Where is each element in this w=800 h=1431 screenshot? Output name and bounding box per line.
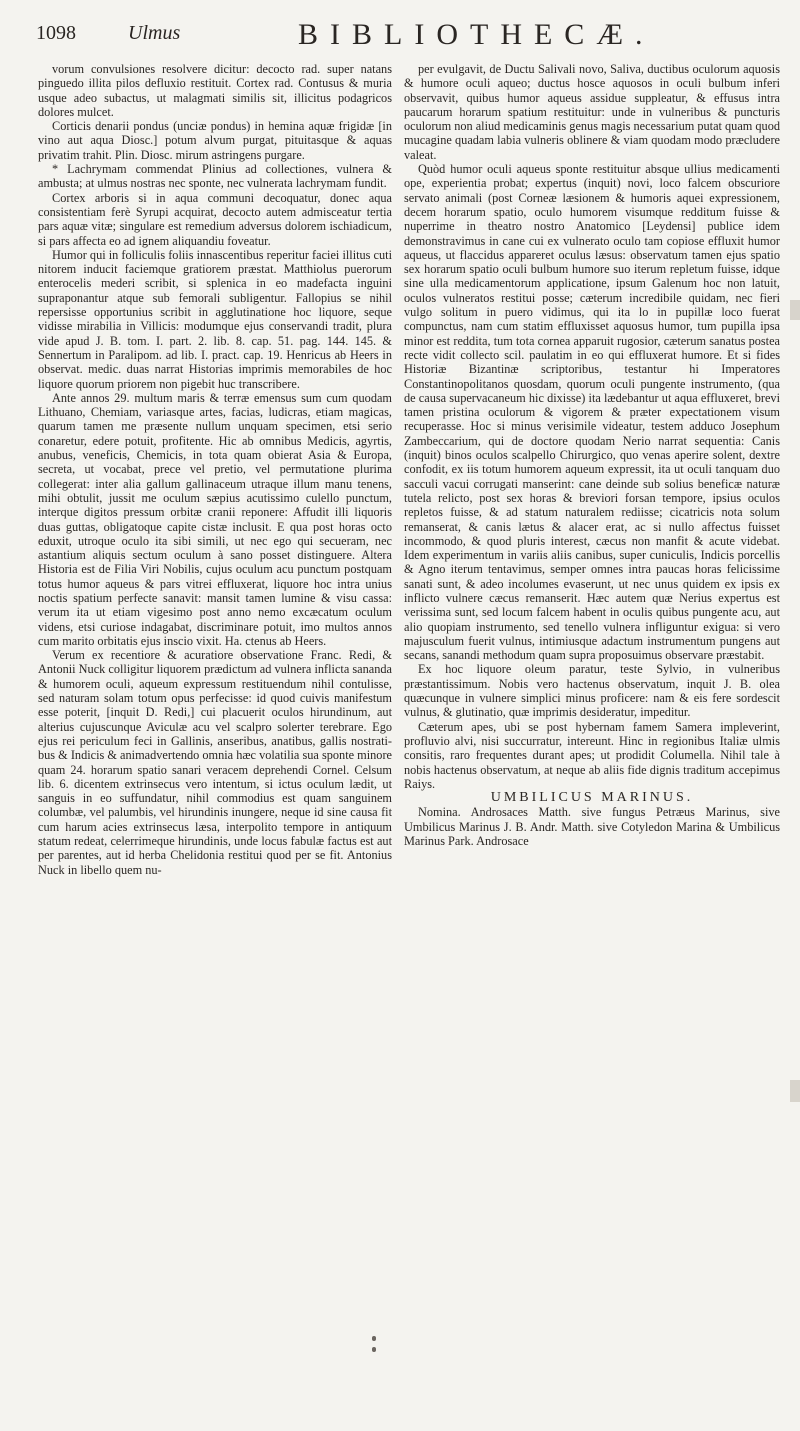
right-column — [404, 62, 780, 1102]
page-edge-mark — [790, 300, 800, 320]
running-title: Ulmus — [128, 22, 181, 44]
page-edge-mark — [790, 1080, 800, 1102]
page-header — [36, 18, 786, 58]
entry-paragraph: Nomina. Androsaces Matth. sive fungus Petræus Marinus, sive Umbilicus Marinus J. B. Andr. Matth. sive Cotyledon Marina & Umbilicus Marinus Park. Androsace — [404, 805, 780, 849]
left-paragraph: Cortex arboris si in aqua communi decoquatur, donec aqua consistentiam ferè Syrupi acquirat, decocto autem admisceatur tertia pars aquæ vitæ; singulare est remedium adversus dolorem ischiadicum, si pars affecta eo ad ignem aliquandiu foveatur. — [38, 190, 392, 248]
left-column — [38, 62, 392, 1102]
left-paragraph: Corticis denarii pondus (unciæ pondus) in hemina aquæ frigidæ [in vino aut aqua Diosc.] potum alvum purgat, pituitasque & aquas privatim trahit. Plin. Diosc. mirum astringens purgare. — [38, 119, 392, 162]
ink-speck — [372, 1347, 376, 1352]
left-paragraph: Ante annos 29. multum maris & terræ emensus sum cum quodam Lithuano, Chemiam, variasque artes, facias, ludicras, etiam magicas, quarum tamen me præsente nullum unquam specimen, etsi serio conaretur, edere potuit, profitente. Hic ab omnibus Medicis, agyrtis, anubus, veneficis, Chemicis, in tota quam obierat Asia & Europa, secreta, ut vocabat, prece vel pretio, vel permutatione plurima collegerat: inter alia gallum gallinaceum utraque illum manu tenens, mihi obtulit, jussit me oculum sæpius acutissimo culello punctum, interque digitos pressum orbitæ cranii reponere: Affudit illi liquoris duas guttas, obligatoque capite cistæ inclusit. E qua post horas octo eduxit, utroque oculo ita sibi simili, ut nec ego qui secueram, nec astantium aliquis sectum oculum à sano posset distinguere. Altera Historia est de Filia Viri Nobilis, cujus oculum acu punctum postquam totus humor aqueus & pars vitrei effluxerat, liquore hoc intra unius noctis spatium perfecte sanavit: mansit tamen lumine & visu cassa: verum ita ut etiam vigesimo post anno nemo excæcatum oculum videns, etsi curiose indagabat, discriminare potuit, imo multos annos cum marito orbitatis ejus inscio vixit. Ha. ctenus ab Heers. — [38, 390, 392, 648]
left-paragraph: * Lachrymam commendat Plinius ad collectiones, vulnera & ambusta; at ulmus nostras nec sponte, nec vulnerata lachrymam fundit. — [38, 162, 392, 191]
right-paragraph: Ex hoc liquore oleum paratur, teste Sylvio, in vulneribus præstantissimum. Nobis vero hactenus observatum, inquit J. B. olea quæcunque in vulnere simplici minus proficere: nam & eis fere sordescit vulnus, & glutinatio, quæ imprimis desideratur, impeditur. — [404, 662, 780, 720]
left-paragraph: Verum ex recentiore & acuratiore observatione Franc. Redi, & Antonii Nuck colligitur liquorem prædictum ad vulnera inflicta sananda & humorem oculi, aqueum expressum restituendum nihil contulisse, sed naturam solam totum opus perfecisse: id quod cuivis manifestum esse poterit, [inquit D. Redi,] cui placuerit oculos hirundinum, aut alterius cujuscunque Aviculæ acu vel scalpro solerter terebrare. Ego ejus rei periculum feci in Gallinis, anseribus, anatibus, gallis nostrati-bus & Indicis & animadvertendo omnia hæc volatilia sua sponte minore quam 24. horarum spatio sanari veracem deprehendi Cornel. Celsum lib. 6. dicentem extrinsecus vero intentum, si ictus oculum lædit, ut sanguis in eo suffundatur, nihil commodius est quam sanguinem columbæ, vel palumbis, vel hirundinis inungere, neque id sine causa fit cum harum acies extrinsecus læsa, interpolito tempore in antiquum statum redeat, celerrimeque hirundinis, unde locus fabulæ factus est aut per parentes, aut id herba Chelidonia restitui quod per se fit. Antonius Nuck in libello quem nu- — [38, 648, 392, 877]
ink-speck — [372, 1336, 376, 1341]
entry-heading: UMBILICUS MARINUS. — [490, 790, 694, 806]
right-paragraph: per evulgavit, de Ductu Salivali novo, Saliva, ductibus oculorum aquosis & humore oculi aqueo; ductus hosce aquosos in oculi bulbum inferi observavit, quibus humor aqueus assidue suppleatur, & effusus intra paucarum horarum spatium restituitur: unde in vulneribus & puncturis oculorum non aliud medicaminis genus magis necessarium putat quam quod mucagine quadam labia vulneris oblinere & viam quodam modo præcludere valeat. — [404, 62, 780, 162]
right-paragraph: Cæterum apes, ubi se post hybernam famem Samera impleverint, profluvio alvi, nisi succurratur, intereunt. Hinc in regionibus Italiæ ulmis consitis, raro frequentes durant apes; ut prodidit Columella. Nihil tale à nobis hactenus observatum, at neque ab aliis fide dignis traditum accepimus Raiys. — [404, 719, 780, 791]
section-title: BIBLIOTHECÆ. — [298, 18, 655, 51]
left-paragraph: vorum convulsiones resolvere dicitur: decocto rad. super natans pinguedo illita pilos defluxio restituit. Cortex rad. Contusus & muria usque adeo subactus, ut malagmati similis sit, illicitus podagricos dolores mulcet. — [38, 62, 392, 119]
page-number: 1098 — [36, 22, 76, 44]
left-paragraph: Humor qui in folliculis foliis innascentibus reperitur faciei illitus cuti nitorem inducit faciemque gratiorem præstat. Matthiolus puerorum enterocelis mederi scribit, si splenica in eo madefacta inguini supraponantur atque sub femorali subligentur. Fallopius se nihil repersisse opportunius scribit in agglutinatione hoc liquore, seque vidisse mirabilia in Villicis: modumque ejus conservandi tradit, plura vide apud J. B. tom. I. part. 2. lib. 8. cap. 51. pag. 144. 145. & Sennertum in Paralipom. ad lib. I. pract. cap. 19. Henricus ab Heers in observat. medic. duas narrat Historias imprimis memorabiles de hoc liquore quorum priorem non pigebit huc transcribere. — [38, 247, 392, 391]
right-paragraph: Quòd humor oculi aqueus sponte restituitur absque ullius medicamenti ope, experientia probat; expertus (inquit) novi, loco falcem obscuriore servato animali (post Corneæ læsionem & humoris aquei expressionem, decem horarum spatio, oculo humorem visumque redditum fuisse & nuperrime in theatro nostro Anatomico [Leydensi] publice idem demonstravimus in cane cui ex vulnerato oculo tam copiose effluxit humor aqueus, ut flaccidus appareret oculus læsus: observatum tamen ejus spatio sex horarum spatio oculi bulbum humore suo iterum repletum fuisse, idque sine ulla medicamentorum applicatione, ipsum Galenum hoc non latuit, oculos vulneratos restitui posse; cæterum incredibile quidam, nec fieri vulgo solitum in puero vidimus, qui ita lo in pupillæ loco fuerat compunctus, nam cum statim effluxisset aquosus humor, tum pupilla ipsa minor est reddita, tum tota cornea apparuit rugosior, cæterum sanatus postea recte vidit collecto scil. paulatim in eo qui effluxerat humore. Et si fides Historiæ Bizantinæ scriptoribus, testantur hi Imperatores Constantinopolitanos quosdam, quorum oculi pungente instrumento, (qua de causa supervacaneum hic dixisse) ita lædebantur ut aqua effluxeret, brevi tamen pristina oculorum & vigorem & præter expectationem visum recuperasse. Hoc si minus verisimile videatur, testem adduco Josephum Zambeccarium, qui de doctore quodam Nerio narrat sequentia: Canis (inquit) binos oculos scalpello Chirurgico, quo venas aperire solent, dextre confodit, ex iis totum humorem aqueum expressit, ita ut oculi tanquam duo sacculi vacui corrugati manserint: cane deinde sub solius beneficæ naturæ tutela relicto, post sex horas & breviori forsan tempore, ipsius oculos repletos fuisse, & ad statum naturalem rediisse; cicatricis nota solum remanserat, & canis lætus & alacer erat, ac si nullo affectus fuisset incommodo, & quod pluris interest, cæcus non manfit & acute videbat. Idem experimentum in variis aliis canibus, super cuniculis, Indicis porcellis & Agno iterum tentavimus, semper omnes intra paucas horas felicissime sanati sunt, & adeo incolumes evaserunt, ut nec unus quidem ex ipsis ex inflicto vulnere cæcus remanserit. Hæc autem quæ Nerius expertus est verissima sunt, sed locum falcem habent in oculis quibus pungente acu, aut alio quopiam instrumento, sed tenello vulnera infliguntur exigua: si vero majusculum fuerit vulnus, intimiusque adactum instrumentum pungens aut secans, sanandi methodum quam supra proposuimus observare præstabit. — [404, 162, 780, 663]
